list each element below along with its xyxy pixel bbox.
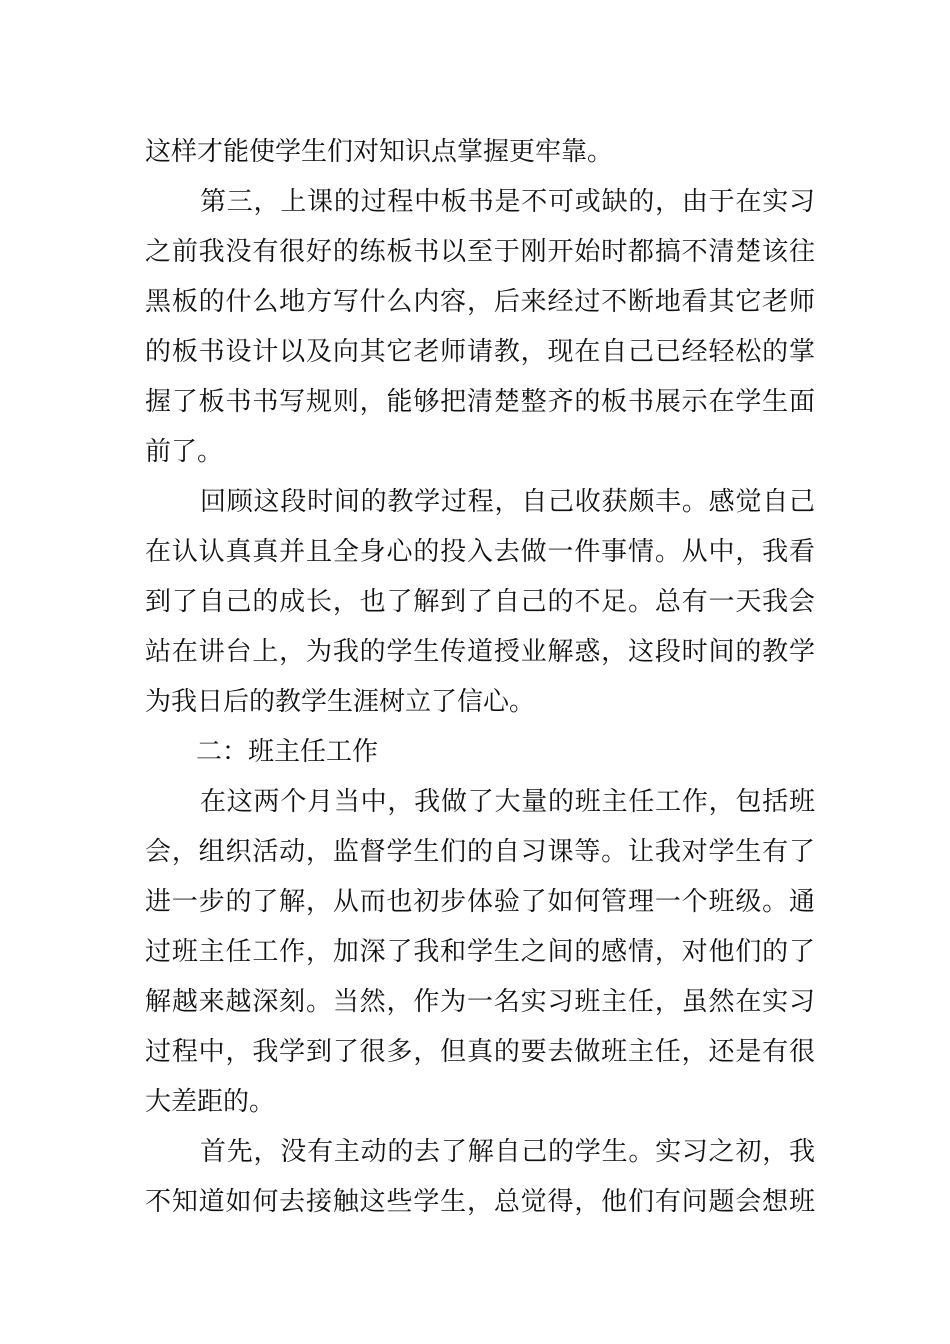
text-line: 到了自己的成长，也了解到了自己的不足。总有一天我会 [145, 587, 815, 617]
text-line: 不知道如何去接触这些学生，总觉得，他们有问题会想班 [145, 1187, 815, 1217]
text-line: 站在讲台上，为我的学生传道授业解惑，这段时间的教学 [145, 637, 815, 667]
text-line: 解越来越深刻。当然，作为一名实习班主任，虽然在实习 [145, 987, 815, 1017]
text-line: 前了。 [145, 437, 224, 467]
paragraph-start-line: 回顾这段时间的教学过程，自己收获颇丰。感觉自己 [200, 487, 815, 517]
paragraph-start-line: 首先，没有主动的去了解自己的学生。实习之初，我 [200, 1137, 815, 1167]
text-line: 这样才能使学生们对知识点掌握更牢靠。 [145, 137, 614, 167]
text-line: 会，组织活动，监督学生们的自习课等。让我对学生有了 [145, 837, 815, 867]
text-line: 过程中，我学到了很多，但真的要去做班主任，还是有很 [145, 1037, 815, 1067]
text-line: 过班主任工作，加深了我和学生之间的感情，对他们的了 [145, 937, 815, 967]
text-line: 之前我没有很好的练板书以至于刚开始时都搞不清楚该往 [145, 237, 815, 267]
text-line: 进一步的了解，从而也初步体验了如何管理一个班级。通 [145, 887, 815, 917]
section-heading: 二：班主任工作 [196, 737, 379, 767]
paragraph-start-line: 在这两个月当中，我做了大量的班主任工作，包括班 [200, 787, 815, 817]
text-line: 握了板书书写规则，能够把清楚整齐的板书展示在学生面 [145, 387, 815, 417]
text-line: 大差距的。 [145, 1087, 276, 1117]
text-line: 黑板的什么地方写什么内容，后来经过不断地看其它老师 [145, 287, 815, 317]
text-line: 的板书设计以及向其它老师请教，现在自己已经轻松的掌 [145, 337, 815, 367]
text-line: 在认认真真并且全身心的投入去做一件事情。从中，我看 [145, 537, 815, 567]
paragraph-start-line: 第三，上课的过程中板书是不可或缺的，由于在实习 [200, 187, 815, 217]
text-line: 为我日后的教学生涯树立了信心。 [145, 687, 536, 717]
